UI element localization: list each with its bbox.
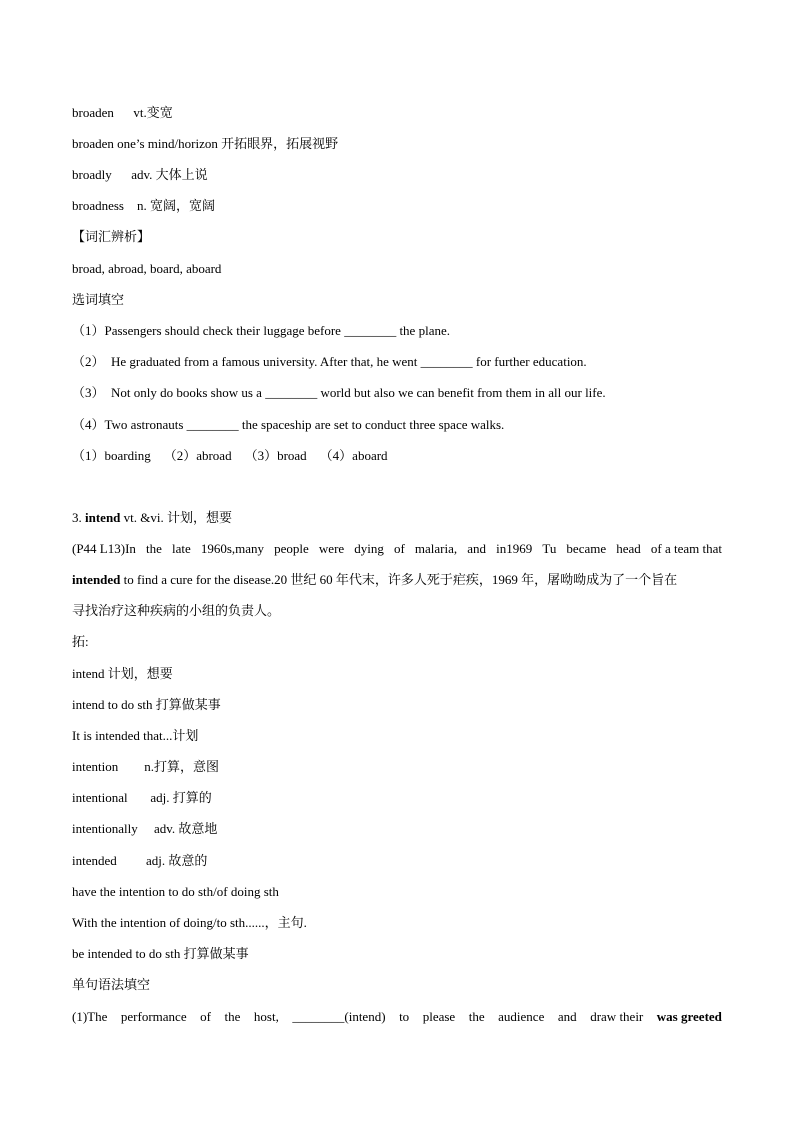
vocab-line: intend to do sth 打算做某事 [72, 697, 221, 712]
exercise-heading: 单句语法填空 [72, 977, 151, 992]
vocab-line: broadly adv. 大体上说 [72, 167, 208, 182]
example-paragraph-line: (P44 L13)In the late 1960s,many people were dying of malaria, and in1969 Tu became head of a team that [72, 541, 722, 556]
vocab-line: broaden vt.变宽 [72, 105, 173, 120]
vocab-line: be intended to do sth 打算做某事 [72, 946, 249, 961]
vocab-line: It is intended that...计划 [72, 728, 199, 743]
word-set: broad, abroad, board, aboard [72, 261, 222, 276]
vocab-line: intended adj. 故意的 [72, 853, 208, 868]
example-paragraph-line: 寻找治疗这种疾病的小组的负责人。 [72, 603, 281, 618]
exercise-item: （3） Not only do books show us a ________ world but also we can benefit from them in all our life. [72, 385, 606, 400]
vocab-line: broaden one’s mind/horizon 开拓眼界，拓展视野 [72, 136, 339, 151]
exercise-item: （1）Passengers should check their luggage before ________ the plane. [72, 323, 450, 338]
vocab-line: With the intention of doing/to sth......，主句. [72, 915, 307, 930]
exercise-item: （4）Two astronauts ________ the spaceship are set to conduct three space walks. [72, 417, 505, 432]
vocab-line: intentionally adv. 故意地 [72, 821, 218, 836]
vocab-line: intentional adj. 打算的 [72, 790, 212, 805]
grammar-exercise-line: (1)The performance of the host, ________(intend) to please the audience and draw their was greeted [72, 1009, 722, 1024]
exercise-item: （2） He graduated from a famous university. After that, he went ________ for further education. [72, 354, 587, 369]
section-heading: 【词汇辨析】 [72, 229, 151, 244]
entry-heading: 3. intend vt. &vi. 计划，想要 [72, 510, 232, 525]
vocab-line: intention n.打算，意图 [72, 759, 219, 774]
vocab-line: have the intention to do sth/of doing sth [72, 884, 279, 899]
exercise-heading: 选词填空 [72, 292, 125, 307]
example-paragraph-line: intended to find a cure for the disease.20 世纪 60 年代末，许多人死于疟疾，1969 年，屠呦呦成为了一个旨在 [72, 572, 678, 587]
vocab-line: intend 计划，想要 [72, 666, 173, 681]
answer-key: （1）boarding （2）abroad （3）broad （4）aboard [72, 448, 388, 463]
vocab-line: broadness n. 宽阔，宽阔 [72, 198, 215, 213]
extension-label: 拓: [72, 634, 89, 649]
